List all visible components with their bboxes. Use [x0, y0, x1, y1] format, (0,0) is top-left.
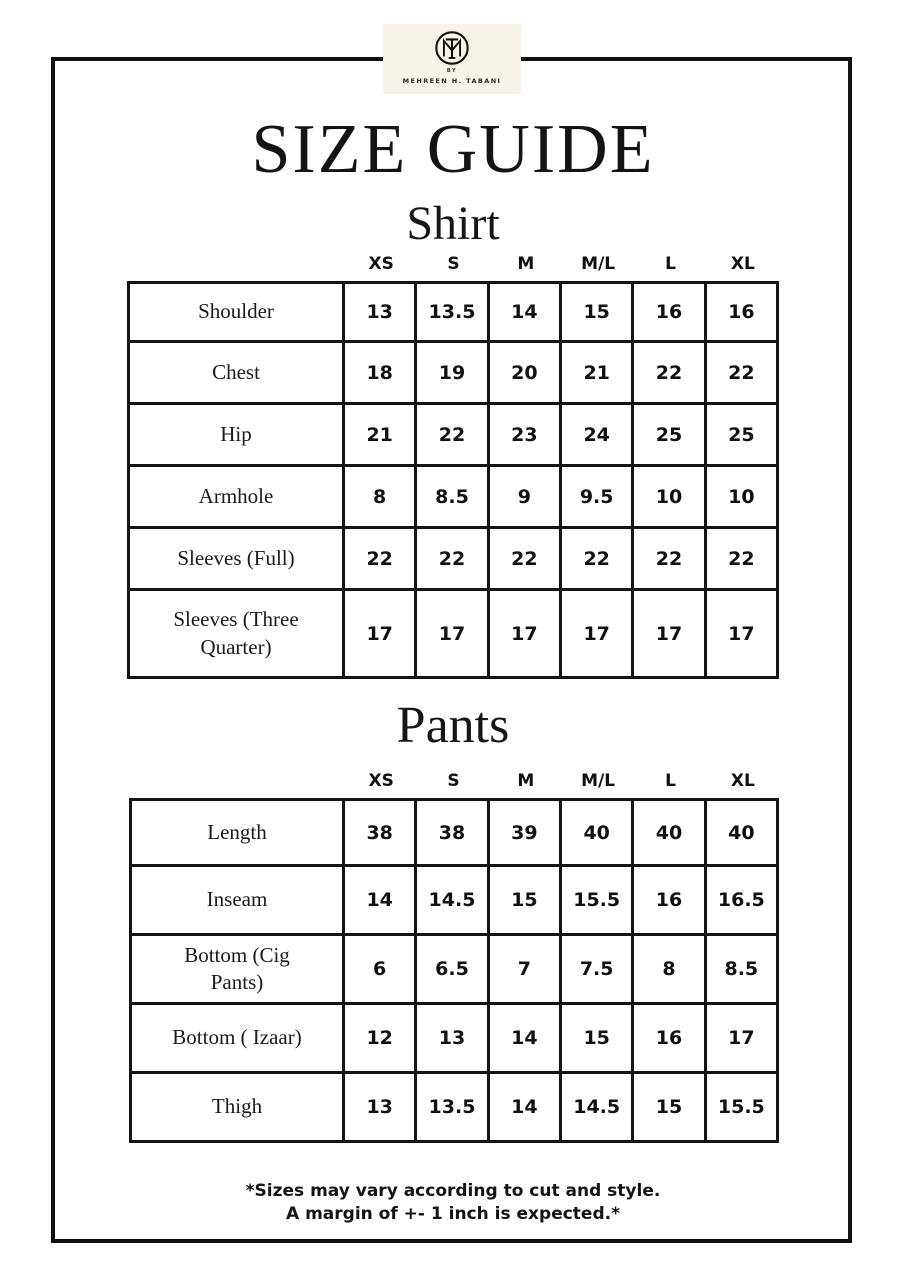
- column-header: XL: [730, 771, 755, 791]
- size-value: 22: [562, 529, 634, 591]
- size-value: 10: [634, 467, 706, 529]
- row-label: Thigh: [129, 1074, 345, 1143]
- column-header: M: [517, 254, 535, 274]
- row-label: Chest: [127, 343, 345, 405]
- size-value: 15.5: [562, 867, 634, 936]
- row-label: Sleeves (Three Quarter): [127, 591, 345, 679]
- corner-spacer: [127, 253, 345, 281]
- size-value: 6: [345, 936, 417, 1005]
- column-header: M/L: [581, 771, 616, 791]
- size-value: 22: [490, 529, 562, 591]
- column-header: S: [447, 254, 460, 274]
- row-label: Inseam: [129, 867, 345, 936]
- size-value: 22: [634, 529, 706, 591]
- size-value: 6.5: [417, 936, 489, 1005]
- size-value: 40: [707, 798, 779, 867]
- brand-monogram-icon: [433, 29, 471, 67]
- size-value: 38: [417, 798, 489, 867]
- pants-section-heading: Pants: [396, 697, 510, 754]
- size-value: 14: [490, 1005, 562, 1074]
- size-value: 8.5: [417, 467, 489, 529]
- size-value: 15: [562, 281, 634, 343]
- size-disclaimer: [0, 1180, 906, 1226]
- size-value: 17: [490, 591, 562, 679]
- column-header: M/L: [581, 254, 616, 274]
- column-header: XS: [368, 771, 394, 791]
- size-value: 8: [634, 936, 706, 1005]
- column-header: XL: [730, 254, 755, 274]
- page-title: SIZE GUIDE: [251, 111, 655, 188]
- row-label: Bottom (Cig Pants): [129, 936, 345, 1005]
- size-value: 22: [417, 529, 489, 591]
- size-value: 17: [707, 1005, 779, 1074]
- size-value: 15: [562, 1005, 634, 1074]
- corner-spacer: [129, 770, 345, 798]
- size-value: 17: [562, 591, 634, 679]
- size-value: 9.5: [562, 467, 634, 529]
- size-value: 8: [345, 467, 417, 529]
- row-label: Length: [129, 798, 345, 867]
- size-value: 16.5: [707, 867, 779, 936]
- size-value: 17: [707, 591, 779, 679]
- shirt-section-heading: Shirt: [406, 197, 500, 250]
- size-value: 17: [634, 591, 706, 679]
- size-value: 12: [345, 1005, 417, 1074]
- size-value: 16: [634, 281, 706, 343]
- size-value: 14: [490, 281, 562, 343]
- row-label: Bottom ( Izaar): [129, 1005, 345, 1074]
- size-value: 13.5: [417, 1074, 489, 1143]
- size-value: 21: [562, 343, 634, 405]
- size-value: 22: [417, 405, 489, 467]
- size-value: 16: [634, 1005, 706, 1074]
- size-value: 14: [345, 867, 417, 936]
- size-value: 7: [490, 936, 562, 1005]
- size-value: 21: [345, 405, 417, 467]
- size-value: 17: [417, 591, 489, 679]
- size-value: 17: [345, 591, 417, 679]
- brand-by-label: BY: [446, 68, 458, 74]
- size-value: 40: [562, 798, 634, 867]
- shirt-size-table: [127, 253, 779, 679]
- size-value: 7.5: [562, 936, 634, 1005]
- size-value: 15: [490, 867, 562, 936]
- pants-size-table: [129, 770, 779, 1143]
- size-value: 38: [345, 798, 417, 867]
- size-value: 22: [634, 343, 706, 405]
- column-header: L: [665, 771, 676, 791]
- size-value: 8.5: [707, 936, 779, 1005]
- size-value: 16: [707, 281, 779, 343]
- row-label: Sleeves (Full): [127, 529, 345, 591]
- size-value: 16: [634, 867, 706, 936]
- size-value: 13: [345, 281, 417, 343]
- size-value: 40: [634, 798, 706, 867]
- column-header: XS: [368, 254, 394, 274]
- size-value: 9: [490, 467, 562, 529]
- row-label: Armhole: [127, 467, 345, 529]
- size-value: 13.5: [417, 281, 489, 343]
- size-value: 22: [707, 343, 779, 405]
- size-value: 25: [634, 405, 706, 467]
- size-value: 18: [345, 343, 417, 405]
- size-value: 13: [417, 1005, 489, 1074]
- brand-logo: [383, 24, 521, 94]
- size-value: 20: [490, 343, 562, 405]
- size-value: 14.5: [562, 1074, 634, 1143]
- size-value: 13: [345, 1074, 417, 1143]
- size-value: 24: [562, 405, 634, 467]
- size-value: 14: [490, 1074, 562, 1143]
- size-value: 14.5: [417, 867, 489, 936]
- size-value: 39: [490, 798, 562, 867]
- size-value: 10: [707, 467, 779, 529]
- size-value: 19: [417, 343, 489, 405]
- size-disclaimer-line1: *Sizes may vary according to cut and style.: [245, 1181, 661, 1201]
- brand-name: MEHREEN H. TABANI: [402, 77, 502, 85]
- size-value: 23: [490, 405, 562, 467]
- row-label: Shoulder: [127, 281, 345, 343]
- column-header: S: [447, 771, 460, 791]
- size-value: 15.5: [707, 1074, 779, 1143]
- size-value: 15: [634, 1074, 706, 1143]
- column-header: M: [517, 771, 535, 791]
- row-label: Hip: [127, 405, 345, 467]
- size-value: 22: [345, 529, 417, 591]
- size-value: 22: [707, 529, 779, 591]
- size-disclaimer-line2: A margin of +- 1 inch is expected.*: [286, 1203, 620, 1224]
- size-value: 25: [707, 405, 779, 467]
- column-header: L: [665, 254, 676, 274]
